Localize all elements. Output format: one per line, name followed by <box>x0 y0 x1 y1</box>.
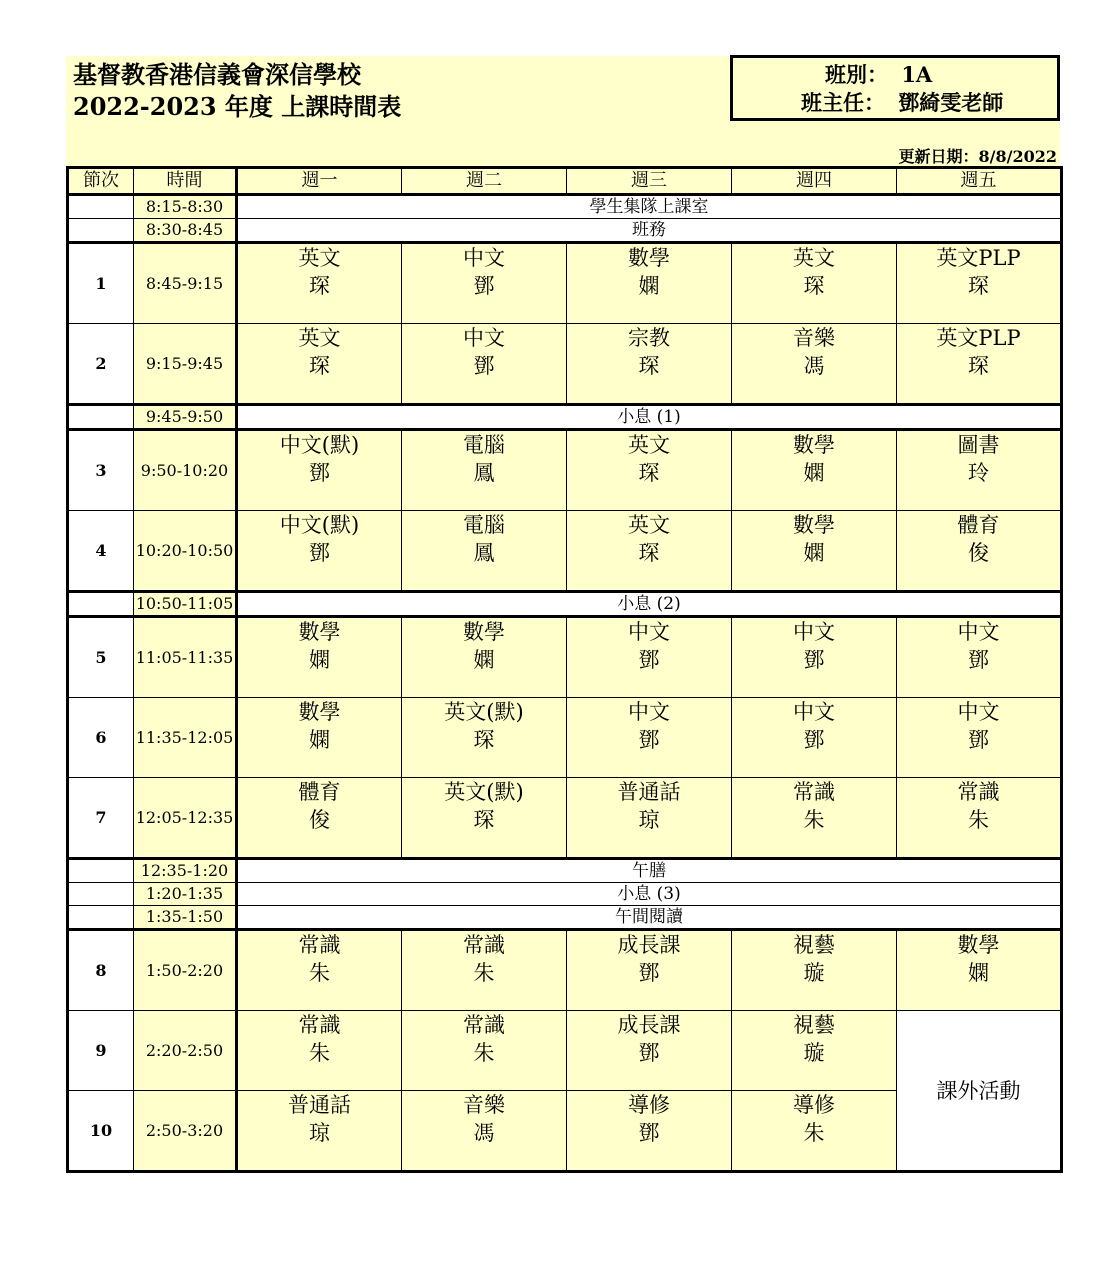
teacher-name: 璇 <box>803 1041 825 1065</box>
time-cell: 9:45-9:50 <box>134 405 237 430</box>
lesson-cell <box>897 511 1062 592</box>
subject-name: 成長課 <box>617 1013 681 1037</box>
lesson-cell <box>732 511 897 592</box>
subject-name: 普通話 <box>617 780 681 804</box>
subject-name: 英文(默) <box>444 780 524 804</box>
teacher-name: 琛 <box>309 274 330 298</box>
lesson-cell <box>732 617 897 698</box>
lesson-cell <box>897 778 1062 859</box>
period-cell: 6 <box>68 698 134 778</box>
teacher-name: 俊 <box>309 808 330 832</box>
lesson-cell <box>732 1011 897 1091</box>
subject-name: 英文 <box>628 513 670 537</box>
teacher-label: 班主任： <box>801 90 885 115</box>
subject-name: 英文 <box>793 246 835 270</box>
subject-name: 數學 <box>463 620 505 644</box>
lesson-row <box>68 698 1062 778</box>
lesson-cell <box>237 324 402 405</box>
lesson-cell <box>897 243 1062 324</box>
period-cell: 1 <box>68 243 134 324</box>
subject-name: 數學 <box>793 513 835 537</box>
period-cell <box>68 592 134 617</box>
teacher-name: 鄧 <box>473 274 495 298</box>
teacher-name: 鄧 <box>638 728 660 752</box>
teacher-name: 朱 <box>473 1041 495 1065</box>
teacher-name: 嫻 <box>473 648 495 672</box>
teacher-name: 俊 <box>968 541 989 565</box>
teacher-name: 玲 <box>968 461 989 485</box>
subject-name: 中文 <box>628 620 670 644</box>
subject-name: 英文PLP <box>936 326 1021 350</box>
subject-name: 電腦 <box>463 433 505 457</box>
teacher-name: 琛 <box>473 808 495 832</box>
time-cell: 1:50-2:20 <box>134 930 237 1011</box>
subject-name: 中文 <box>957 620 1000 644</box>
subject-name: 英文 <box>298 326 341 350</box>
time-cell: 2:20-2:50 <box>134 1011 237 1091</box>
lesson-cell <box>567 1011 732 1091</box>
lesson-cell <box>402 1091 567 1172</box>
break-label: 班務 <box>237 219 1062 243</box>
subject-name: 導修 <box>628 1093 670 1117</box>
lesson-cell <box>402 430 567 511</box>
teacher-name: 琛 <box>309 354 330 378</box>
lesson-cell <box>402 1011 567 1091</box>
teacher-name: 朱 <box>968 808 989 832</box>
lesson-cell <box>567 430 732 511</box>
break-row <box>68 219 1062 243</box>
period-cell: 9 <box>68 1011 134 1091</box>
updated-date: 更新日期：8/8/2022 <box>898 147 1057 166</box>
subject-name: 圖書 <box>957 433 1000 457</box>
teacher-name: 馮 <box>473 1121 495 1145</box>
class-label: 班別： <box>825 62 888 87</box>
subject-name: 數學 <box>628 246 670 270</box>
subject-name: 常識 <box>463 933 505 957</box>
break-row <box>68 405 1062 430</box>
lesson-cell <box>567 324 732 405</box>
column-header: 週四 <box>732 168 897 195</box>
teacher-name: 鄧 <box>803 728 825 752</box>
period-cell: 10 <box>68 1091 134 1172</box>
teacher-name: 璇 <box>803 961 825 985</box>
lesson-cell <box>897 430 1062 511</box>
subject-name: 導修 <box>793 1093 835 1117</box>
subject-name: 數學 <box>957 933 1000 957</box>
timetable-title: 2022-2023 年度 上課時間表 <box>73 92 402 121</box>
period-cell: 3 <box>68 430 134 511</box>
lesson-row <box>68 243 1062 324</box>
break-label: 午間閱讀 <box>237 906 1062 930</box>
period-cell <box>68 195 134 219</box>
lesson-cell <box>897 617 1062 698</box>
period-cell <box>68 906 134 930</box>
lesson-cell <box>237 511 402 592</box>
break-row <box>68 195 1062 219</box>
lesson-row <box>68 617 1062 698</box>
column-header: 週三 <box>567 168 732 195</box>
break-label: 午膳 <box>237 859 1062 883</box>
teacher-name: 琛 <box>803 274 825 298</box>
class-value: 1A <box>901 62 933 87</box>
lesson-cell <box>402 243 567 324</box>
teacher-name: 琛 <box>638 541 660 565</box>
period-cell: 8 <box>68 930 134 1011</box>
teacher-name: 鄧 <box>309 541 330 565</box>
lesson-row <box>68 930 1062 1011</box>
lesson-row <box>68 1011 1062 1091</box>
lesson-cell <box>237 930 402 1011</box>
teacher-name: 鄧 <box>968 648 989 672</box>
teacher-value: 鄧綺雯老師 <box>898 90 1004 115</box>
subject-name: 中文 <box>793 620 835 644</box>
period-cell: 4 <box>68 511 134 592</box>
teacher-name: 嫻 <box>803 541 825 565</box>
subject-name: 常識 <box>957 780 1000 804</box>
subject-name: 電腦 <box>463 513 505 537</box>
time-cell: 1:20-1:35 <box>134 883 237 906</box>
period-cell <box>68 405 134 430</box>
subject-name: 數學 <box>793 433 835 457</box>
column-header: 時間 <box>134 168 237 195</box>
teacher-name: 嫻 <box>968 961 989 985</box>
subject-name: 視藝 <box>793 933 835 957</box>
teacher-name: 琛 <box>968 274 989 298</box>
time-cell: 8:45-9:15 <box>134 243 237 324</box>
teacher-name: 朱 <box>473 961 495 985</box>
subject-name: 視藝 <box>793 1013 835 1037</box>
time-cell: 2:50-3:20 <box>134 1091 237 1172</box>
lesson-cell <box>402 930 567 1011</box>
teacher-name: 鄧 <box>968 728 989 752</box>
period-cell <box>68 883 134 906</box>
teacher-name: 琛 <box>968 354 989 378</box>
lesson-row <box>68 778 1062 859</box>
lesson-cell <box>732 430 897 511</box>
lesson-cell <box>567 930 732 1011</box>
lesson-cell <box>732 930 897 1011</box>
time-cell: 12:05-12:35 <box>134 778 237 859</box>
teacher-name: 鳳 <box>473 541 495 565</box>
subject-name: 音樂 <box>463 1093 505 1117</box>
lesson-row <box>68 430 1062 511</box>
header-row <box>68 168 1062 195</box>
subject-name: 中文 <box>628 700 670 724</box>
teacher-name: 嫻 <box>309 648 330 672</box>
subject-name: 數學 <box>298 700 341 724</box>
teacher-name: 朱 <box>803 808 825 832</box>
time-cell: 12:35-1:20 <box>134 859 237 883</box>
lesson-cell <box>732 698 897 778</box>
lesson-cell <box>402 511 567 592</box>
lesson-cell <box>237 243 402 324</box>
lesson-cell <box>567 243 732 324</box>
subject-name: 普通話 <box>288 1093 351 1117</box>
lesson-cell <box>402 324 567 405</box>
time-cell: 9:15-9:45 <box>134 324 237 405</box>
teacher-name: 琛 <box>638 461 660 485</box>
time-cell: 8:15-8:30 <box>134 195 237 219</box>
break-row <box>68 859 1062 883</box>
teacher-name: 琛 <box>473 728 495 752</box>
lesson-cell <box>237 1091 402 1172</box>
extracurricular-cell: 課外活動 <box>897 1011 1062 1172</box>
lesson-cell <box>567 1091 732 1172</box>
lesson-cell <box>237 430 402 511</box>
subject-name: 常識 <box>298 1013 341 1037</box>
period-cell <box>68 859 134 883</box>
teacher-name: 鄧 <box>638 961 660 985</box>
subject-name: 數學 <box>298 620 341 644</box>
subject-name: 中文(默) <box>279 513 360 537</box>
lesson-cell <box>567 617 732 698</box>
column-header: 週二 <box>402 168 567 195</box>
break-label: 小息 (3) <box>237 883 1062 906</box>
subject-name: 英文 <box>628 433 670 457</box>
break-row <box>68 883 1062 906</box>
lesson-row <box>68 511 1062 592</box>
lesson-cell <box>732 324 897 405</box>
lesson-cell <box>237 778 402 859</box>
lesson-cell <box>732 243 897 324</box>
subject-name: 中文 <box>957 700 1000 724</box>
period-cell: 5 <box>68 617 134 698</box>
column-header: 節次 <box>68 168 134 195</box>
teacher-name: 朱 <box>309 961 330 985</box>
time-cell: 8:30-8:45 <box>134 219 237 243</box>
lesson-cell <box>237 698 402 778</box>
teacher-name: 鄧 <box>309 461 330 485</box>
teacher-name: 鄧 <box>638 1121 660 1145</box>
lesson-cell <box>567 511 732 592</box>
subject-name: 英文PLP <box>936 246 1021 270</box>
lesson-cell <box>897 698 1062 778</box>
subject-name: 中文 <box>793 700 835 724</box>
teacher-name: 嫻 <box>309 728 330 752</box>
time-cell: 9:50-10:20 <box>134 430 237 511</box>
teacher-name: 琛 <box>638 354 660 378</box>
subject-name: 常識 <box>463 1013 505 1037</box>
lesson-cell <box>402 778 567 859</box>
subject-name: 常識 <box>793 780 835 804</box>
teacher-name: 嫻 <box>803 461 825 485</box>
teacher-name: 嫻 <box>638 274 660 298</box>
subject-name: 常識 <box>298 933 341 957</box>
teacher-name: 鳳 <box>473 461 495 485</box>
subject-name: 中文(默) <box>279 433 360 457</box>
teacher-name: 琼 <box>638 808 660 832</box>
period-cell <box>68 219 134 243</box>
time-cell: 1:35-1:50 <box>134 906 237 930</box>
time-cell: 10:20-10:50 <box>134 511 237 592</box>
teacher-name: 琼 <box>309 1121 330 1145</box>
lesson-cell <box>237 617 402 698</box>
subject-name: 中文 <box>463 326 505 350</box>
column-header: 週一 <box>237 168 402 195</box>
teacher-name: 鄧 <box>473 354 495 378</box>
timetable <box>66 166 1063 1173</box>
lesson-cell <box>567 698 732 778</box>
lesson-cell <box>897 324 1062 405</box>
time-cell: 11:35-12:05 <box>134 698 237 778</box>
break-label: 小息 (1) <box>237 405 1062 430</box>
subject-name: 中文 <box>463 246 505 270</box>
teacher-name: 鄧 <box>638 648 660 672</box>
period-cell: 7 <box>68 778 134 859</box>
subject-name: 成長課 <box>617 933 681 957</box>
lesson-cell <box>402 698 567 778</box>
lesson-cell <box>897 930 1062 1011</box>
time-cell: 11:05-11:35 <box>134 617 237 698</box>
subject-name: 體育 <box>957 513 1000 537</box>
lesson-cell <box>732 1091 897 1172</box>
lesson-cell <box>567 778 732 859</box>
time-cell: 10:50-11:05 <box>134 592 237 617</box>
period-cell: 2 <box>68 324 134 405</box>
lesson-cell <box>732 778 897 859</box>
subject-name: 英文 <box>298 246 341 270</box>
lesson-row <box>68 324 1062 405</box>
teacher-name: 朱 <box>309 1041 330 1065</box>
lesson-cell <box>237 1011 402 1091</box>
subject-name: 音樂 <box>793 326 835 350</box>
break-row <box>68 592 1062 617</box>
teacher-name: 鄧 <box>803 648 825 672</box>
teacher-name: 鄧 <box>638 1041 660 1065</box>
school-name: 基督教香港信義會深信學校 <box>73 60 361 89</box>
subject-name: 宗教 <box>628 326 670 350</box>
teacher-name: 朱 <box>803 1121 825 1145</box>
break-row <box>68 906 1062 930</box>
lesson-cell <box>402 617 567 698</box>
class-info-box <box>730 55 1060 121</box>
subject-name: 體育 <box>298 780 341 804</box>
subject-name: 英文(默) <box>444 700 524 724</box>
teacher-name: 馮 <box>803 354 825 378</box>
column-header: 週五 <box>897 168 1062 195</box>
break-label: 學生集隊上課室 <box>237 195 1062 219</box>
break-label: 小息 (2) <box>237 592 1062 617</box>
